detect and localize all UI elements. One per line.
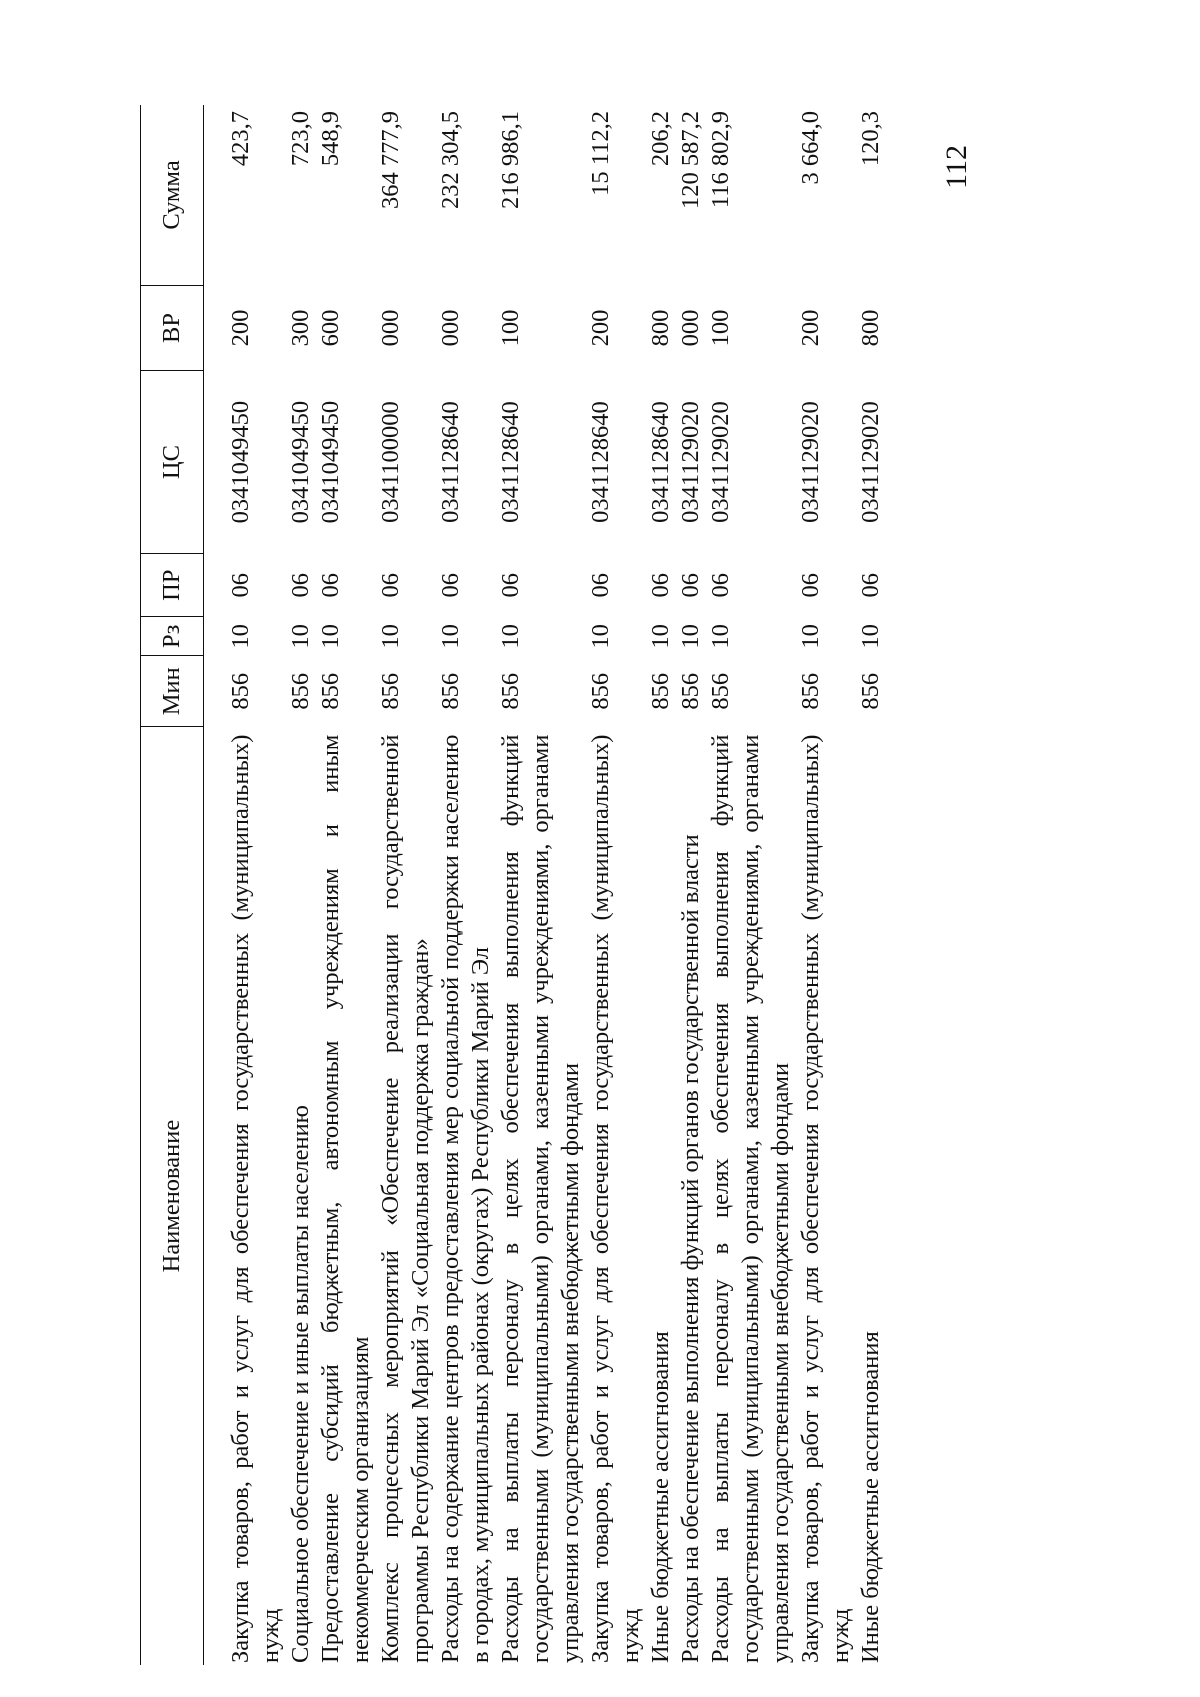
table-header-row xyxy=(141,105,204,1665)
table-row xyxy=(856,105,886,1665)
cell-pr: 06 xyxy=(707,572,734,598)
header-sum: Сумма xyxy=(141,105,204,285)
cell-rz: 10 xyxy=(677,624,704,649)
cell-min: 856 xyxy=(437,672,464,710)
cell-sum: 15 112,2 xyxy=(587,111,614,196)
cell-sum: 723,0 xyxy=(287,111,314,167)
cell-cs: 0341129020 xyxy=(707,401,734,523)
cell-min: 856 xyxy=(587,672,614,710)
cell-cs: 0341128640 xyxy=(647,401,674,523)
cell-sum: 120,3 xyxy=(857,111,884,167)
cell-vr: 800 xyxy=(857,309,884,347)
cell-cs: 0341100000 xyxy=(377,401,404,523)
cell-pr: 06 xyxy=(647,572,674,598)
budget-table xyxy=(140,105,886,1665)
cell-sum: 423,7 xyxy=(227,111,254,167)
cell-sum: 120 587,2 xyxy=(677,111,704,209)
cell-rz: 10 xyxy=(317,624,344,649)
table-body xyxy=(204,105,887,1665)
cell-cs: 0341128640 xyxy=(437,401,464,523)
table-row xyxy=(376,105,436,1665)
header-pr: ПР xyxy=(141,554,204,617)
cell-pr: 06 xyxy=(587,572,614,598)
cell-pr: 06 xyxy=(317,572,344,598)
cell-cs: 0341128640 xyxy=(497,401,524,523)
header-rz: Рз xyxy=(141,617,204,656)
cell-cs: 0341129020 xyxy=(797,401,824,523)
cell-min: 856 xyxy=(647,672,674,710)
cell-vr: 000 xyxy=(677,309,704,347)
cell-sum: 232 304,5 xyxy=(437,111,464,209)
table-row xyxy=(586,105,646,1665)
cell-name: Предоставление субсидий бюджетным, автономным учреждениям и иным некоммерческим организациям xyxy=(317,734,374,1663)
cell-pr: 06 xyxy=(857,572,884,598)
cell-name: Иные бюджетные ассигнования xyxy=(857,1331,884,1663)
cell-min: 856 xyxy=(707,672,734,710)
cell-cs: 0341129020 xyxy=(857,401,884,523)
cell-name: Расходы на обеспечение выполнения функций органов государственной власти xyxy=(677,834,704,1663)
cell-sum: 216 986,1 xyxy=(497,111,524,209)
page-number: 112 xyxy=(939,145,973,189)
table-row xyxy=(316,105,376,1665)
table-row xyxy=(706,105,796,1665)
cell-name: Закупка товаров, работ и услуг для обеспечения государственных (муниципальных) нужд xyxy=(797,734,854,1663)
cell-pr: 06 xyxy=(497,572,524,598)
cell-rz: 10 xyxy=(587,624,614,649)
cell-pr: 06 xyxy=(437,572,464,598)
cell-vr: 100 xyxy=(497,309,524,347)
cell-name: Расходы на содержание центров предоставления мер социальной поддержки населению в городах, муниципальных районах (округах) Республики Марий Эл xyxy=(437,734,494,1663)
cell-cs: 0341049450 xyxy=(287,400,314,524)
header-name: Наименование xyxy=(141,727,204,1665)
cell-sum: 116 802,9 xyxy=(707,111,734,209)
cell-pr: 06 xyxy=(287,572,314,598)
cell-pr: 06 xyxy=(227,572,254,598)
cell-min: 856 xyxy=(317,672,344,710)
cell-pr: 06 xyxy=(797,572,824,598)
cell-vr: 200 xyxy=(797,309,824,347)
cell-cs: 0341049450 xyxy=(227,400,254,524)
cell-name: Социальное обеспечение и иные выплаты населению xyxy=(287,1105,314,1663)
rotated-sheet xyxy=(140,105,1020,1665)
cell-rz: 10 xyxy=(377,624,404,649)
header-vr: ВР xyxy=(141,285,204,370)
cell-vr: 100 xyxy=(707,309,734,347)
cell-rz: 10 xyxy=(797,624,824,649)
cell-cs: 0341128640 xyxy=(587,401,614,523)
cell-vr: 600 xyxy=(317,309,344,347)
table-row xyxy=(204,105,287,1665)
cell-min: 856 xyxy=(497,672,524,710)
cell-vr: 000 xyxy=(437,309,464,347)
cell-cs: 0341049450 xyxy=(317,400,344,524)
cell-min: 856 xyxy=(677,672,704,710)
cell-vr: 800 xyxy=(647,309,674,347)
header-min: Мин xyxy=(141,656,204,727)
cell-sum: 206,2 xyxy=(647,111,674,167)
table-row xyxy=(496,105,586,1665)
cell-name: Расходы на выплаты персоналу в целях обеспечения выполнения функций государственными (муниципальными) органами, казенными учреждениями, органами управления государственными внебюджетными фондами xyxy=(707,734,794,1663)
cell-min: 856 xyxy=(797,672,824,710)
cell-pr: 06 xyxy=(377,572,404,598)
table-row xyxy=(286,105,316,1665)
cell-vr: 200 xyxy=(587,309,614,347)
cell-name: Закупка товаров, работ и услуг для обеспечения государственных (муниципальных) нужд xyxy=(227,734,284,1663)
cell-rz: 10 xyxy=(707,624,734,649)
cell-min: 856 xyxy=(857,672,884,710)
cell-cs: 0341129020 xyxy=(677,401,704,523)
table-row xyxy=(436,105,496,1665)
cell-rz: 10 xyxy=(437,624,464,649)
cell-rz: 10 xyxy=(857,624,884,649)
cell-vr: 200 xyxy=(227,309,254,347)
cell-rz: 10 xyxy=(227,624,254,649)
table-row xyxy=(796,105,856,1665)
cell-sum: 3 664,0 xyxy=(797,111,824,185)
cell-name: Комплекс процессных мероприятий «Обеспечение реализации государственной программы Республики Марий Эл «Социальная поддержка граждан» xyxy=(377,734,434,1663)
cell-vr: 300 xyxy=(287,309,314,347)
cell-sum: 364 777,9 xyxy=(377,111,404,209)
table-row xyxy=(676,105,706,1665)
cell-min: 856 xyxy=(227,672,254,710)
table-row xyxy=(646,105,676,1665)
cell-pr: 06 xyxy=(677,572,704,598)
cell-min: 856 xyxy=(287,672,314,710)
cell-rz: 10 xyxy=(287,624,314,649)
cell-sum: 548,9 xyxy=(317,111,344,167)
cell-name: Закупка товаров, работ и услуг для обеспечения государственных (муниципальных) нужд xyxy=(587,734,644,1663)
cell-min: 856 xyxy=(377,672,404,710)
cell-name: Иные бюджетные ассигнования xyxy=(647,1331,674,1663)
cell-name: Расходы на выплаты персоналу в целях обеспечения выполнения функций государственными (муниципальными) органами, казенными учреждениями, органами управления государственными внебюджетными фондами xyxy=(497,734,584,1663)
cell-rz: 10 xyxy=(497,624,524,649)
cell-vr: 000 xyxy=(377,309,404,347)
header-cs: ЦС xyxy=(141,371,204,554)
cell-rz: 10 xyxy=(647,624,674,649)
